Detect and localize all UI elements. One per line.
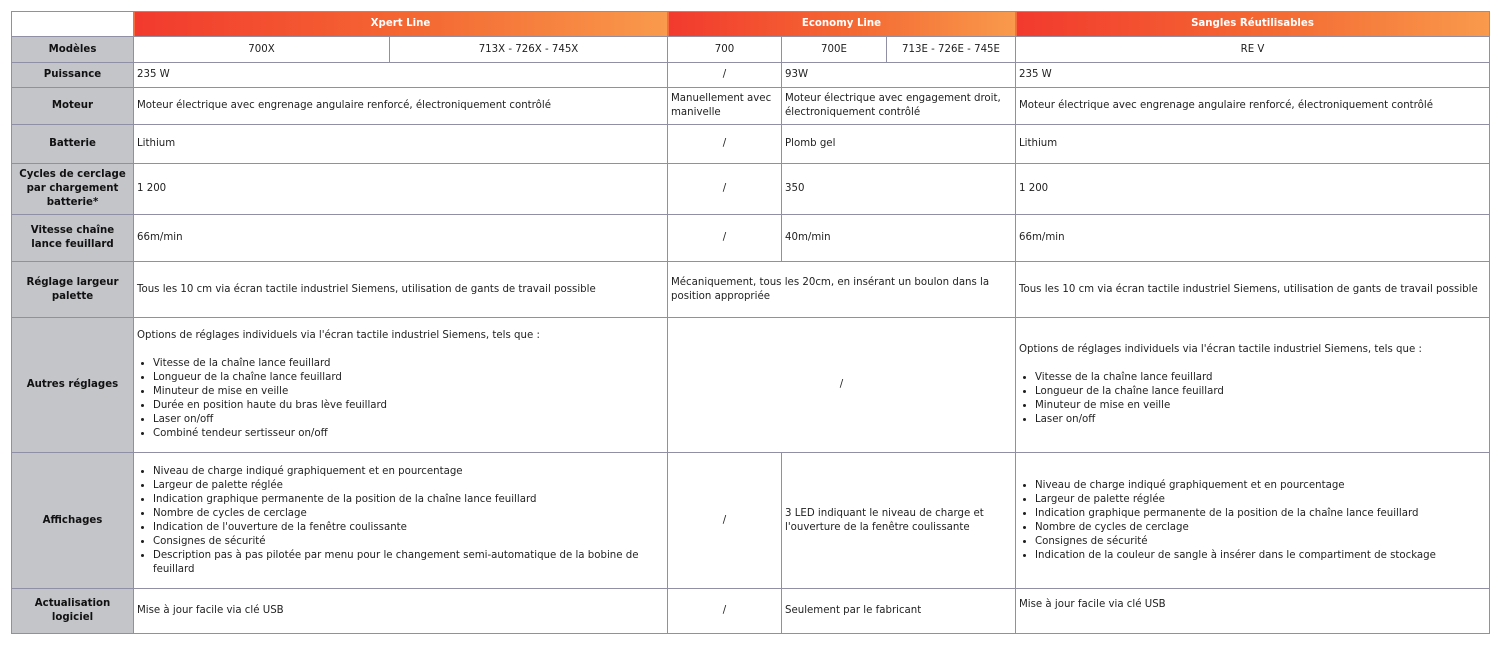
list-item: • Consignes de sécurité bbox=[153, 535, 664, 549]
list-item: • Durée en position haute du bras lève feuillard bbox=[153, 399, 664, 413]
vitesse-eco-700: / bbox=[668, 215, 782, 262]
row-header-puissance: Puissance bbox=[12, 63, 134, 88]
autres-sangles-list bbox=[1019, 371, 1486, 427]
row-vitesse bbox=[12, 215, 1490, 262]
batterie-eco-700e: Plomb gel bbox=[782, 125, 1016, 164]
model-700x: 700X bbox=[134, 37, 390, 63]
model-713x-726x-745x: 713X - 726X - 745X bbox=[390, 37, 668, 63]
moteur-eco-700: Manuellement avec manivelle bbox=[668, 88, 782, 125]
vitesse-xpert: 66m/min bbox=[134, 215, 668, 262]
row-header-autres-reglages: Autres réglages bbox=[12, 318, 134, 453]
row-header-affichages: Affichages bbox=[12, 453, 134, 589]
list-item: • Laser on/off bbox=[1035, 413, 1486, 427]
logiciel-eco-700e: Seulement par le fabricant bbox=[782, 589, 1016, 634]
model-700e: 700E bbox=[782, 37, 887, 63]
row-header-modeles: Modèles bbox=[12, 37, 134, 63]
list-item: • Consignes de sécurité bbox=[1035, 535, 1486, 549]
list-item: • Indication de l'ouverture de la fenêtre coulissante bbox=[153, 521, 664, 535]
row-modeles bbox=[12, 37, 1490, 63]
corner-cell bbox=[12, 12, 134, 37]
model-re-v: RE V bbox=[1016, 37, 1490, 63]
autres-xpert-intro: Options de réglages individuels via l'écran tactile industriel Siemens, tels que : bbox=[137, 330, 540, 341]
cycles-xpert: 1 200 bbox=[134, 164, 668, 215]
batterie-sangles: Lithium bbox=[1016, 125, 1490, 164]
model-713e-726e-745e: 713E - 726E - 745E bbox=[887, 37, 1016, 63]
moteur-xpert: Moteur électrique avec engrenage angulaire renforcé, électroniquement contrôlé bbox=[134, 88, 668, 125]
list-item: • Nombre de cycles de cerclage bbox=[153, 507, 664, 521]
autres-xpert bbox=[134, 318, 668, 453]
model-700: 700 bbox=[668, 37, 782, 63]
affichages-xpert bbox=[134, 453, 668, 589]
list-item: • Nombre de cycles de cerclage bbox=[1035, 521, 1486, 535]
list-item: • Longueur de la chaîne lance feuillard bbox=[153, 371, 664, 385]
reglage-xpert: Tous les 10 cm via écran tactile industriel Siemens, utilisation de gants de travail possible bbox=[134, 262, 668, 318]
affichages-eco-700e: 3 LED indiquant le niveau de charge et l'ouverture de la fenêtre coulissante bbox=[782, 453, 1016, 589]
moteur-eco-700e: Moteur électrique avec engagement droit, électroniquement contrôlé bbox=[782, 88, 1016, 125]
list-item: • Laser on/off bbox=[153, 413, 664, 427]
row-header-logiciel: Actualisation logiciel bbox=[12, 589, 134, 634]
cycles-sangles: 1 200 bbox=[1016, 164, 1490, 215]
list-item: • Minuteur de mise en veille bbox=[1035, 399, 1486, 413]
vitesse-sangles: 66m/min bbox=[1016, 215, 1490, 262]
cycles-eco-700e: 350 bbox=[782, 164, 1016, 215]
autres-sangles bbox=[1016, 318, 1490, 453]
moteur-sangles: Moteur électrique avec engrenage angulaire renforcé, électroniquement contrôlé bbox=[1016, 88, 1490, 125]
reglage-eco: Mécaniquement, tous les 20cm, en insérant un boulon dans la position appropriée bbox=[668, 262, 1016, 318]
affichages-sangles-list bbox=[1019, 479, 1486, 563]
vitesse-eco-700e: 40m/min bbox=[782, 215, 1016, 262]
affichages-eco-700: / bbox=[668, 453, 782, 589]
group-sangles-reutilisables: Sangles Réutilisables bbox=[1016, 12, 1490, 37]
comparison-table bbox=[11, 11, 1490, 634]
row-header-batterie: Batterie bbox=[12, 125, 134, 164]
row-reglage bbox=[12, 262, 1490, 318]
list-item: • Indication graphique permanente de la position de la chaîne lance feuillard bbox=[1035, 507, 1486, 521]
list-item: • Niveau de charge indiqué graphiquement et en pourcentage bbox=[153, 465, 664, 479]
list-item: • Combiné tendeur sertisseur on/off bbox=[153, 427, 664, 441]
list-item: • Minuteur de mise en veille bbox=[153, 385, 664, 399]
puissance-xpert: 235 W bbox=[134, 63, 668, 88]
row-cycles bbox=[12, 164, 1490, 215]
logiciel-sangles: Mise à jour facile via clé USB bbox=[1016, 589, 1490, 634]
logiciel-eco-700: / bbox=[668, 589, 782, 634]
autres-xpert-list bbox=[137, 357, 664, 441]
autres-eco: / bbox=[668, 318, 1016, 453]
list-item: • Largeur de palette réglée bbox=[153, 479, 664, 493]
list-item: • Niveau de charge indiqué graphiquement et en pourcentage bbox=[1035, 479, 1486, 493]
cycles-eco-700: / bbox=[668, 164, 782, 215]
row-moteur bbox=[12, 88, 1490, 125]
list-item: • Vitesse de la chaîne lance feuillard bbox=[153, 357, 664, 371]
affichages-sangles bbox=[1016, 453, 1490, 589]
group-header-row bbox=[12, 12, 1490, 37]
reglage-sangles: Tous les 10 cm via écran tactile industriel Siemens, utilisation de gants de travail possible bbox=[1016, 262, 1490, 318]
list-item: • Indication de la couleur de sangle à insérer dans le compartiment de stockage bbox=[1035, 549, 1486, 563]
row-puissance bbox=[12, 63, 1490, 88]
autres-sangles-intro: Options de réglages individuels via l'écran tactile industriel Siemens, tels que : bbox=[1019, 344, 1422, 355]
logiciel-xpert: Mise à jour facile via clé USB bbox=[134, 589, 668, 634]
list-item: • Longueur de la chaîne lance feuillard bbox=[1035, 385, 1486, 399]
list-item: • Description pas à pas pilotée par menu pour le changement semi-automatique de la bobine de feuillard bbox=[153, 549, 664, 577]
batterie-xpert: Lithium bbox=[134, 125, 668, 164]
row-header-vitesse: Vitesse chaîne lance feuillard bbox=[12, 215, 134, 262]
group-xpert-line: Xpert Line bbox=[134, 12, 668, 37]
row-header-moteur: Moteur bbox=[12, 88, 134, 125]
row-header-cycles: Cycles de cerclage par chargement batterie* bbox=[12, 164, 134, 215]
list-item: • Largeur de palette réglée bbox=[1035, 493, 1486, 507]
batterie-eco-700: / bbox=[668, 125, 782, 164]
row-batterie bbox=[12, 125, 1490, 164]
puissance-eco-700: / bbox=[668, 63, 782, 88]
affichages-xpert-list bbox=[137, 465, 664, 577]
list-item: • Indication graphique permanente de la position de la chaîne lance feuillard bbox=[153, 493, 664, 507]
group-economy-line: Economy Line bbox=[668, 12, 1016, 37]
puissance-sangles: 235 W bbox=[1016, 63, 1490, 88]
puissance-eco-700e: 93W bbox=[782, 63, 1016, 88]
list-item: • Vitesse de la chaîne lance feuillard bbox=[1035, 371, 1486, 385]
row-affichages bbox=[12, 453, 1490, 589]
row-logiciel bbox=[12, 589, 1490, 634]
row-autres-reglages bbox=[12, 318, 1490, 453]
row-header-reglage: Réglage largeur palette bbox=[12, 262, 134, 318]
